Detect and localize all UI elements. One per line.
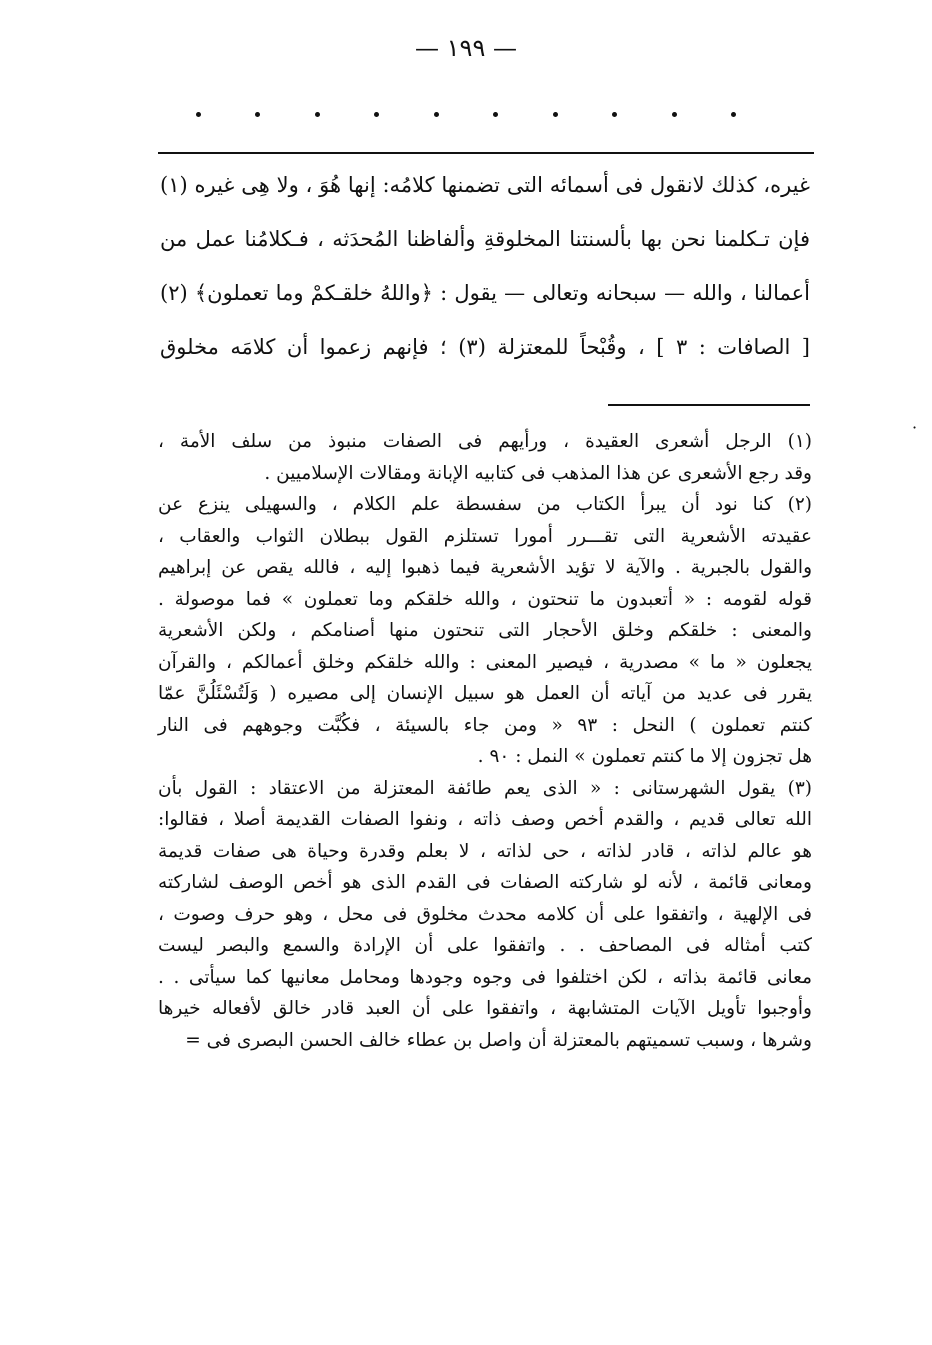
footnote-line: (٢) كنا نود أن يبرأ الكتاب من سفسطة علم الكلام ، والسهيلى ينزع عن	[158, 494, 812, 515]
main-text-line: فإن تـكلمنا نحن بها بألسنتنا المخلوقةِ وألفاظنا المُحدَثه ، فـكلامُنا عمل من	[160, 227, 810, 251]
footnote-line: قوله لقومه : « أتعبدون ما تنحتون ، والله خلقكم وما تعملون » فما موصولة .	[158, 588, 812, 610]
ornament-dot	[434, 112, 439, 117]
footnote-line: عقيدته الأشعرية التى تقـــرر أمورا تستلزم القول ببطلان الثواب والعقاب ،	[158, 525, 812, 547]
ornament-dot	[255, 112, 260, 117]
footnote-line: كنتم تعملون ) النحل : ٩٣ « ومن جاء بالسيئة ، فكُبَّت وجوههم فى النار	[158, 714, 812, 736]
footnote-line: وأوجبوا تأويل الآيات المتشابهة ، واتفقوا على أن العبد قادر خالق لأفعاله خيرها	[158, 998, 812, 1019]
footnote-line: وقد رجع الأشعرى عن هذا المذهب فى كتابيه الإبانة ومقالات الإسلاميين .	[264, 462, 812, 484]
ornament-dot	[493, 112, 498, 117]
footnote-line: وشرها ، وسبب تسميتهم بالمعتزلة أن واصل بن عطاء خالف الحسن البصرى فى =	[185, 1029, 812, 1051]
footnote-line: فى الإلهية ، واتفقوا على أن كلامه محدث مخلوق فى محل ، وهو حرف وصوت ،	[158, 903, 812, 925]
ornament-dot	[196, 112, 201, 117]
footnotes	[158, 426, 812, 1056]
footnote-separator	[608, 404, 810, 406]
main-text	[160, 158, 810, 374]
footnote-line: (١) الرجل أشعرى العقيدة ، ورأيهم فى الصفات منبوذ من سلف الأمة ،	[158, 431, 812, 452]
footnote-line: الله تعالى قديم ، والقدم أخص وصف ذاته ، ونفوا الصفات القديمة أصلا ، فقالوا:	[158, 809, 812, 830]
footnote-line: يقرر فى عديد من آياته أن العمل هو سبيل الإنسان إلى مصيره ( وَلَتُسْئَلُنَّ عمّا	[158, 683, 812, 704]
ornamental-dots-divider	[196, 112, 736, 117]
footnote-2	[158, 489, 812, 773]
footnote-line: كتب أمثاله فى المصاحف . . واتفقوا على أن الإرادة والسمع والبصر ليست	[158, 935, 812, 956]
main-text-line: [ الصافات : ٣ ] ، وقُبْحاً للمعتزلة (٣) ؛ فإنهم زعموا أن كلامَه مخلوق	[160, 335, 811, 359]
ornament-dot	[553, 112, 558, 117]
footnote-line: يجعلون « ما » مصدرية ، فيصير المعنى : والله خلقكم وخلق أعمالكم ، والقرآن	[158, 651, 812, 673]
footnote-line: ومعانى قائمة ، لأنه لو شاركته الصفات فى القدم الذى هو أخص الوصف لشاركته	[158, 872, 812, 893]
ornament-dot	[315, 112, 320, 117]
ornament-dot	[612, 112, 617, 117]
footnote-line: هو عالم لذاته ، قادر لذاته ، حى لذاته ، لا بعلم وقدرة وحياة هى صفات قديمة	[158, 840, 812, 862]
ornament-dot	[672, 112, 677, 117]
main-text-line: غيره، كذلك لانقول فى أسمائه التى تضمنها كلامُه: إنها هُوَ ، ولا هِى غيره (١)	[160, 173, 810, 197]
footnote-line: والقول بالجبرية . والآية لا تؤيد الأشعرية فيما ذهبوا إليه ، فالله يقص عن إبراهيم	[158, 557, 812, 578]
footnote-1	[158, 426, 812, 489]
footnote-3	[158, 773, 812, 1057]
main-text-line: أعمالنا ، والله — سبحانه وتعالى — يقول : ﴿واللهُ خلقـكمْ وما تعملون﴾ (٢)	[160, 281, 810, 305]
ornament-dot	[374, 112, 379, 117]
footnote-line: (٣) يقول الشهرستانى : « الذى يعم طائفة المعتزلة من الاعتقاد : القول بأن	[158, 777, 812, 799]
ornament-dot	[731, 112, 736, 117]
top-rule	[158, 152, 814, 154]
footnote-line: هل تجزون إلا ما كنتم تعملون » النمل : ٩٠ .	[477, 746, 812, 767]
footnote-line: معانى قائمة بذاته ، لكن اختلفوا فى وجوه وجودها ومحامل معانيها كما سيأتى . .	[158, 966, 812, 988]
page-number: — ١٩٩ —	[415, 34, 517, 62]
footnote-line: والمعنى : خلقكم وخلق الأحجار التى تنحتون منها أصنامكم ، ولكن الأشعرية	[158, 620, 812, 641]
margin-mark: ·	[912, 418, 918, 437]
